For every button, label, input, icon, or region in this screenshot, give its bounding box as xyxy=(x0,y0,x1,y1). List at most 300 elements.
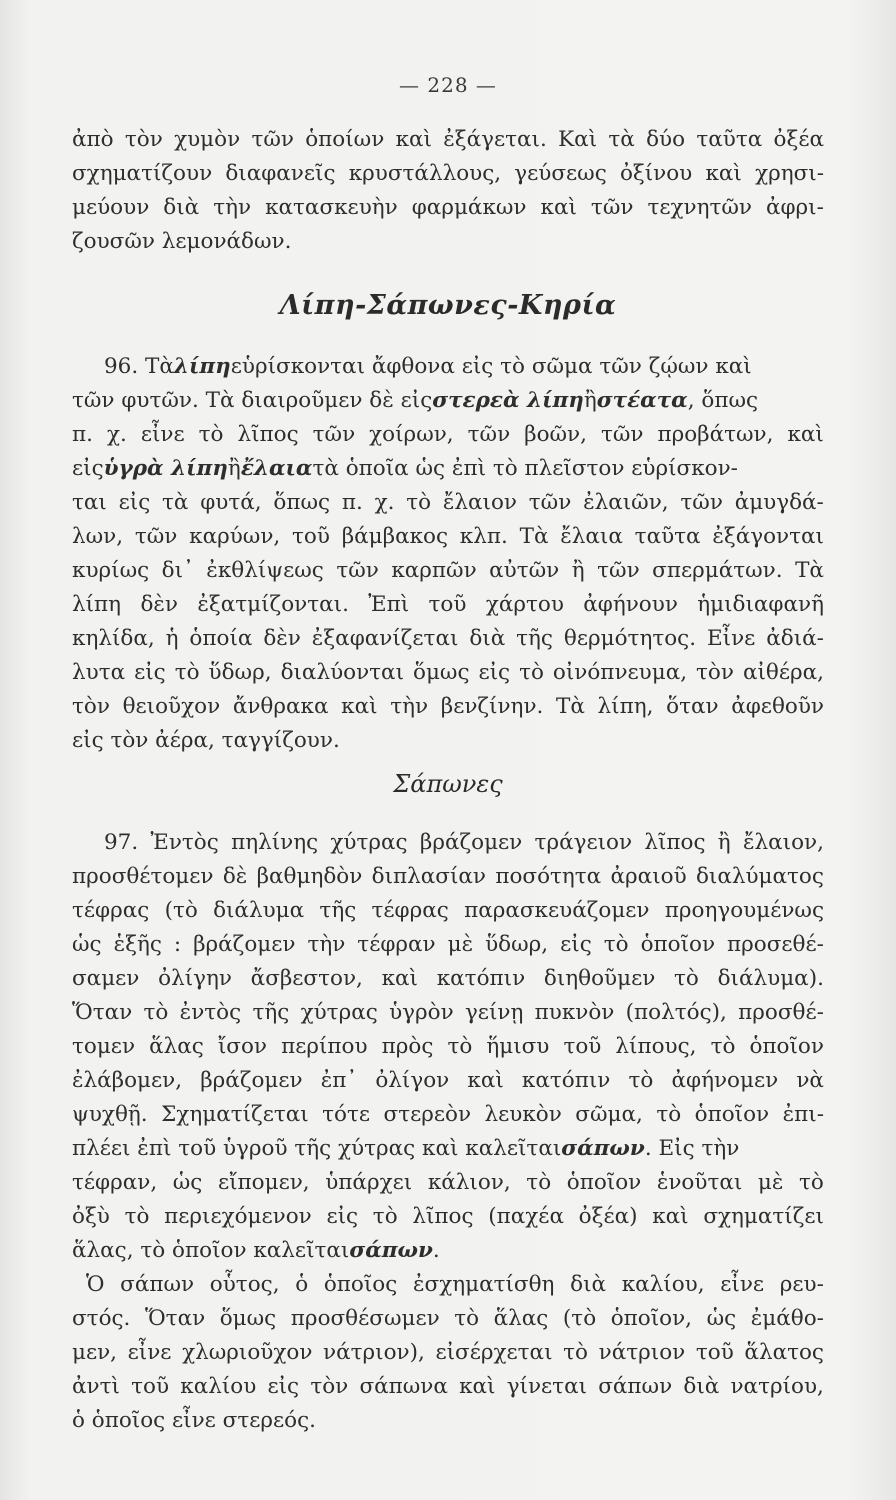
text-line xyxy=(72,486,824,520)
word: ὁ xyxy=(295,1272,309,1297)
word: οὗτος, xyxy=(209,1272,280,1297)
word: φυτά, xyxy=(200,490,262,515)
word: κρυστάλλους, xyxy=(348,161,502,186)
word: καλίου, xyxy=(621,1272,705,1297)
word: προβάτων, xyxy=(657,422,774,447)
word: πρὸς xyxy=(381,1034,434,1059)
word: ὀξέα) xyxy=(578,1204,638,1229)
line-text: ἅλας, τὸ ὁποῖον καλεῖταισάπων. xyxy=(72,1238,440,1263)
word: Ἐπὶ xyxy=(368,592,410,617)
word: ὀλίγην xyxy=(158,966,232,991)
word: τῶν xyxy=(597,558,640,583)
text-line xyxy=(72,826,824,860)
text-line xyxy=(72,928,824,962)
word: Ἐντὸς xyxy=(150,830,219,855)
word: διὰ xyxy=(683,1374,720,1399)
word: εἰς xyxy=(560,932,592,957)
text-line xyxy=(72,1200,824,1234)
line-text: ζουσῶν λεμονάδων. xyxy=(72,229,292,254)
word: προηγουμένως xyxy=(664,898,824,923)
word: εἰσέρχεται xyxy=(435,1340,553,1365)
text-line xyxy=(72,418,824,452)
word: ὁποῖον xyxy=(566,1170,642,1195)
word: στερεὸν xyxy=(383,1102,472,1127)
word: ἥμισυ xyxy=(486,1034,550,1059)
word: τὸ xyxy=(526,1170,552,1195)
word: τράγειον xyxy=(534,830,633,855)
word: σάπων xyxy=(598,1374,673,1399)
word: λίπους, xyxy=(615,1034,697,1059)
word: λῖπος xyxy=(644,830,706,855)
word: ἐσχηματίσθη xyxy=(412,1272,555,1297)
word: τῶν xyxy=(590,195,634,220)
word: σάπων xyxy=(120,1272,195,1297)
word: καὶ xyxy=(381,966,418,991)
text-line xyxy=(72,588,824,622)
word: ὑγρὸν xyxy=(389,1000,454,1025)
word: τὸ xyxy=(628,1068,654,1093)
intro-paragraph xyxy=(72,123,824,259)
text-line xyxy=(72,384,824,418)
word: εἰς xyxy=(478,660,511,685)
word: τὸ xyxy=(563,1340,588,1365)
word: γίνεται xyxy=(506,1374,588,1399)
text-line xyxy=(72,1166,824,1200)
text-line xyxy=(72,1268,824,1302)
text-line xyxy=(72,225,824,259)
word: ἐλάβομεν, xyxy=(72,1068,183,1093)
word: προσθέ- xyxy=(738,1000,824,1025)
word: λῖπος xyxy=(412,1204,474,1229)
word: τὸ xyxy=(406,490,432,515)
word: διάλυμα xyxy=(213,898,305,923)
word: εἴπομεν, xyxy=(217,1170,310,1195)
text-line xyxy=(72,1234,824,1268)
word: λων, xyxy=(72,524,124,549)
paragraph-96 xyxy=(72,350,824,758)
word: κατόπιν xyxy=(521,1068,611,1093)
word: τομεν xyxy=(72,1034,136,1059)
word: εἶνε xyxy=(127,1340,172,1365)
word: εἰς xyxy=(326,1204,359,1229)
word: ἀμυγδά- xyxy=(734,490,824,515)
keyword-solid-fats: στερεὰ λίπη xyxy=(432,388,584,413)
line-text: εἰςὑγρὰ λίπηἢἔλαιατὰ ὁποῖα ὡς ἐπὶ τὸ πλεῖστον εὑρίσκον- xyxy=(72,456,738,481)
word: ὀξίνου xyxy=(619,161,693,186)
word: βενζίνην. xyxy=(440,694,544,719)
word: προσεθέ- xyxy=(727,932,824,957)
word: Ὅταν xyxy=(72,1000,133,1025)
word: τῶν xyxy=(312,422,356,447)
word: τέφρας xyxy=(72,898,150,923)
word: σάπωνα xyxy=(359,1374,448,1399)
word: διηθοῦμεν xyxy=(543,966,656,991)
text-line xyxy=(72,1404,824,1438)
text-line xyxy=(72,962,824,996)
word: διάλυμα). xyxy=(717,966,824,991)
word: ρευ- xyxy=(779,1272,824,1297)
word: χλωριοῦχον xyxy=(182,1340,313,1365)
word: τὸ xyxy=(447,1034,473,1059)
word: εἶνε xyxy=(720,1272,765,1297)
word: τῶν xyxy=(336,558,379,583)
word: βοῶν, xyxy=(524,422,587,447)
word: (πολτός), xyxy=(625,1000,727,1025)
word: καὶ xyxy=(787,422,824,447)
text-line xyxy=(72,1098,824,1132)
word: διὰ xyxy=(163,195,200,220)
word: ἅλατος xyxy=(744,1340,824,1365)
word: ἐξατμίζονται. xyxy=(197,592,349,617)
word: τῶν xyxy=(251,127,294,152)
line-text: 96. Τὰλίπηεὑρίσκονται ἄφθονα εἰς τὸ σῶμα τῶν ζῴων καὶ xyxy=(104,354,752,379)
word: χρησι- xyxy=(755,161,824,186)
word: ἐμάθο- xyxy=(750,1306,824,1331)
word: ἔλαιον, xyxy=(742,830,824,855)
word: τέφρας xyxy=(371,898,449,923)
word: ἑνοῦται xyxy=(656,1170,743,1195)
word: δὲν xyxy=(263,626,301,651)
word: διπλασίαν xyxy=(371,864,486,889)
word: τὸ xyxy=(519,660,544,685)
word: τὸ xyxy=(198,422,224,447)
word: ἅλας xyxy=(493,1306,549,1331)
word: αἰθέρα, xyxy=(742,660,824,685)
word: τὴν xyxy=(390,694,429,719)
word: καὶ xyxy=(540,195,577,220)
word: καὶ xyxy=(395,127,432,152)
keyword-lipi: λίπη xyxy=(173,354,231,379)
section-heading-fats-soaps-waxes: Λίπη-Σάπωνες-Κηρία xyxy=(279,290,617,321)
word: ὁποία xyxy=(189,626,253,651)
word: ὡς xyxy=(172,1170,203,1195)
word: ὡς xyxy=(72,932,102,957)
keyword-steata: στέατα xyxy=(596,388,688,413)
word: τῶν xyxy=(528,490,572,515)
page-number: — 228 — xyxy=(399,73,497,97)
word: δύο xyxy=(646,127,686,152)
line-text: ὁ ὁποῖος εἶνε στερεός. xyxy=(72,1408,316,1433)
word: προσθέσωμεν xyxy=(290,1306,440,1331)
word: ἐξάγονται xyxy=(712,524,824,549)
word: ὅμως xyxy=(219,1306,277,1331)
word: ὁποῖον xyxy=(694,1102,770,1127)
word: ἔλαιον xyxy=(442,490,517,515)
word: νὰ xyxy=(796,1068,824,1093)
word: τὸν xyxy=(72,694,110,719)
word: προσθέτομεν xyxy=(72,864,214,889)
word: γεύσεως xyxy=(514,161,607,186)
word: κατόπιν xyxy=(436,966,526,991)
word: τὸ xyxy=(799,1170,824,1195)
word: καρπῶν xyxy=(391,558,477,583)
word: τῆς xyxy=(516,626,553,651)
word: εἰς xyxy=(118,490,151,515)
word: ποσότητα xyxy=(495,864,602,889)
word: (παχέα xyxy=(488,1204,564,1229)
word: ὅπως xyxy=(273,490,331,515)
word: ἢ xyxy=(717,830,731,855)
text-line xyxy=(72,724,824,758)
word: θερμότητος. xyxy=(563,626,697,651)
word: τῶν xyxy=(600,422,644,447)
word: τὰ xyxy=(608,127,635,152)
word: μὲ xyxy=(447,932,474,957)
word: τοῦ xyxy=(292,524,330,549)
word: ὕδωρ, xyxy=(485,932,549,957)
word: τὸ xyxy=(372,1204,398,1229)
word: ἅλας xyxy=(149,1034,204,1059)
word: τοῦ xyxy=(131,1374,170,1399)
word: ἀφρι- xyxy=(765,195,824,220)
word: : xyxy=(173,932,182,957)
word: θειοῦχον xyxy=(122,694,221,719)
word: βαθμηδὸν xyxy=(256,864,363,889)
word: λῖπος xyxy=(237,422,299,447)
word: τέφραν xyxy=(357,932,436,957)
word: τὸ xyxy=(656,1102,682,1127)
word: κλπ. xyxy=(459,524,508,549)
text-line xyxy=(72,1064,824,1098)
word: ἄνθρακα xyxy=(232,694,329,719)
text-line xyxy=(72,1302,824,1336)
word: π. xyxy=(341,490,363,515)
word: Ὅταν xyxy=(144,1306,206,1331)
word: τῶν xyxy=(467,422,511,447)
keyword-sapon: σάπων xyxy=(349,1238,433,1263)
word: ὁποῖον xyxy=(640,932,716,957)
word: π. xyxy=(72,422,93,447)
word: καὶ xyxy=(467,1068,504,1093)
word: ται xyxy=(72,490,107,515)
word: οἰνόπνευμα, xyxy=(552,660,688,685)
word: περίπου xyxy=(281,1034,368,1059)
word: χυμὸν xyxy=(174,127,241,152)
word: τὸ xyxy=(710,1034,736,1059)
word: λίπη, xyxy=(597,694,654,719)
word: ἀφήνουν xyxy=(583,592,678,617)
word: δι᾿ xyxy=(161,558,194,583)
word: ἔλαια xyxy=(560,524,623,549)
word: λευκὸν xyxy=(484,1102,562,1127)
word: τῶν xyxy=(680,490,723,515)
word: νατρίου, xyxy=(730,1374,824,1399)
word: ἀπὸ xyxy=(72,127,114,152)
word: ἐξαφανίζεται xyxy=(311,626,459,651)
word: καὶ xyxy=(341,694,378,719)
word: τῆς xyxy=(319,898,357,923)
paragraph-97 xyxy=(72,826,824,1438)
word: Εἶνε xyxy=(706,626,756,651)
word: τῆς xyxy=(252,1000,290,1025)
word: τὸ xyxy=(124,1204,150,1229)
text-line xyxy=(72,860,824,894)
word: βάμβακος xyxy=(341,524,449,549)
word: περιεχόμενον xyxy=(164,1204,312,1229)
word: τῶν xyxy=(134,524,178,549)
word: τὸ xyxy=(603,932,629,957)
word: τὸ xyxy=(143,1000,169,1025)
word: ὀλίγον xyxy=(375,1068,450,1093)
line-text: εἰς τὸν ἀέρα, ταγγίζουν. xyxy=(72,728,340,753)
word: ὀξὺ xyxy=(72,1204,110,1229)
word: καρύων, xyxy=(189,524,281,549)
word: ἀφήνομεν xyxy=(671,1068,779,1093)
section-heading-soaps: Σάπωνες xyxy=(393,770,503,798)
word: Τὰ xyxy=(795,558,824,583)
word: 97. xyxy=(104,830,139,855)
line-text: τῶν φυτῶν. Τὰ διαιροῦμεν δὲ εἰςστερεὰ λίπηἢστέατα, ὅπως xyxy=(72,388,759,413)
word: ἄσβεστον, xyxy=(250,966,363,991)
word: βράζομεν xyxy=(200,1068,303,1093)
word: ὑπάρχει xyxy=(325,1170,413,1195)
word: νάτριον xyxy=(598,1340,686,1365)
text-line xyxy=(72,452,824,486)
word: χ. xyxy=(106,422,127,447)
word: ἐκθλίψεως xyxy=(206,558,324,583)
word: δὲν xyxy=(140,592,178,617)
word: σχηματίζει xyxy=(703,1204,824,1229)
line-text: πλέει ἐπὶ τοῦ ὑγροῦ τῆς χύτρας καὶ καλεῖταισάπων. Εἰς τὴν xyxy=(72,1136,740,1161)
word: καλίου xyxy=(180,1374,257,1399)
word: (τὸ xyxy=(164,898,198,923)
word: Ὁ xyxy=(86,1272,105,1297)
word: εἰς xyxy=(134,660,166,685)
word: τὸν xyxy=(696,660,734,685)
word: διαλύματος xyxy=(695,864,824,889)
word: ὀξέα xyxy=(773,127,824,152)
word: γείνῃ xyxy=(464,1000,524,1025)
word: λυτα xyxy=(72,660,126,685)
word: ἐπι- xyxy=(782,1102,824,1127)
word: νάτριον), xyxy=(323,1340,425,1365)
word: ἐπ᾿ xyxy=(320,1068,358,1093)
word: (τὸ xyxy=(562,1306,597,1331)
word: ἐξάγεται. xyxy=(443,127,547,152)
word: σαμεν xyxy=(72,966,140,991)
word: τοῦ xyxy=(428,592,467,617)
keyword-sapon: σάπων xyxy=(561,1136,645,1161)
word: κατασκευὴν xyxy=(265,195,398,220)
word: διὰ xyxy=(469,626,506,651)
word: τότε xyxy=(322,1102,371,1127)
text-line xyxy=(72,894,824,928)
word: τὸ xyxy=(454,1306,480,1331)
word: ἴσον xyxy=(217,1034,267,1059)
word: τοῦ xyxy=(695,1340,734,1365)
word: σῶμα, xyxy=(575,1102,643,1127)
text-line xyxy=(72,1336,824,1370)
word: τὸ xyxy=(674,966,699,991)
text-line xyxy=(72,1030,824,1064)
word: ὕδωρ, xyxy=(208,660,272,685)
word: κάλιον, xyxy=(427,1170,511,1195)
word: εἶνε xyxy=(140,422,185,447)
word: τὰ xyxy=(162,490,189,515)
word: τέφραν, xyxy=(72,1170,158,1195)
word: ἡ xyxy=(165,626,179,651)
word: σπερμάτων. xyxy=(652,558,783,583)
text-line xyxy=(72,656,824,690)
word: ὁποῖον xyxy=(749,1034,824,1059)
word: τοῦ xyxy=(563,1034,602,1059)
word: τὸ xyxy=(174,660,200,685)
word: χύτρας xyxy=(330,830,408,855)
text-line xyxy=(72,520,824,554)
word: ὡς xyxy=(706,1306,737,1331)
word: ἑξῆς xyxy=(113,932,162,957)
text-line xyxy=(72,1132,824,1166)
word: καὶ xyxy=(652,1204,689,1229)
word: τὸν xyxy=(124,127,163,152)
word: Τὰ xyxy=(519,524,549,549)
word: στός. xyxy=(72,1306,131,1331)
word: τὸν xyxy=(310,1374,349,1399)
word: φαρμάκων xyxy=(411,195,527,220)
word: ὁποῖος xyxy=(323,1272,398,1297)
word: διαλύονται xyxy=(280,660,405,685)
word: βράζομεν xyxy=(193,932,296,957)
word: ἢ xyxy=(571,558,585,583)
word: ἐλαιῶν, xyxy=(583,490,669,515)
word: αὐτῶν xyxy=(489,558,560,583)
word: τεχνητῶν xyxy=(647,195,752,220)
word: βράζομεν xyxy=(419,830,523,855)
word: ὅμως xyxy=(413,660,470,685)
word: σχηματίζουν xyxy=(72,161,213,186)
word: δὲ xyxy=(222,864,248,889)
text-line xyxy=(72,191,824,225)
word: διὰ xyxy=(570,1272,607,1297)
text-line xyxy=(72,622,824,656)
word: Καὶ xyxy=(558,127,598,152)
word: ἀραιοῦ xyxy=(610,864,687,889)
word: ἀφεθοῦν xyxy=(731,694,824,719)
word: κυρίως xyxy=(72,558,150,583)
word: ἀδιά- xyxy=(766,626,824,651)
word: χύτρας xyxy=(300,1000,378,1025)
word: πηλίνης xyxy=(231,830,319,855)
word: ταῦτα xyxy=(696,127,763,152)
word: ὅταν xyxy=(666,694,719,719)
text-line xyxy=(72,157,824,191)
word: τὴν xyxy=(213,195,252,220)
word: ἡμιδιαφανῆ xyxy=(697,592,824,617)
text-line xyxy=(72,350,824,384)
keyword-liquid-fats: ὑγρὰ λίπη xyxy=(103,456,228,481)
word: καὶ xyxy=(705,161,742,186)
word: ἀντὶ xyxy=(72,1374,120,1399)
text-line xyxy=(72,996,824,1030)
word: τὴν xyxy=(307,932,346,957)
word: ὁποῖον, xyxy=(610,1306,693,1331)
text-line xyxy=(72,1370,824,1404)
word: μὲ xyxy=(757,1170,784,1195)
word: Σχηματίζεται xyxy=(161,1102,309,1127)
word: Τὰ xyxy=(556,694,585,719)
text-line xyxy=(72,690,824,724)
word: διαφανεῖς xyxy=(225,161,336,186)
text-line xyxy=(72,554,824,588)
word: καὶ xyxy=(459,1374,496,1399)
word: λίπη xyxy=(72,592,122,617)
keyword-elaia: ἔλαια xyxy=(240,456,313,481)
word: ταῦτα xyxy=(634,524,701,549)
word: ψυχθῇ. xyxy=(72,1102,148,1127)
text-line xyxy=(72,123,824,157)
word: ὁποίων xyxy=(305,127,385,152)
word: πυκνὸν xyxy=(534,1000,615,1025)
